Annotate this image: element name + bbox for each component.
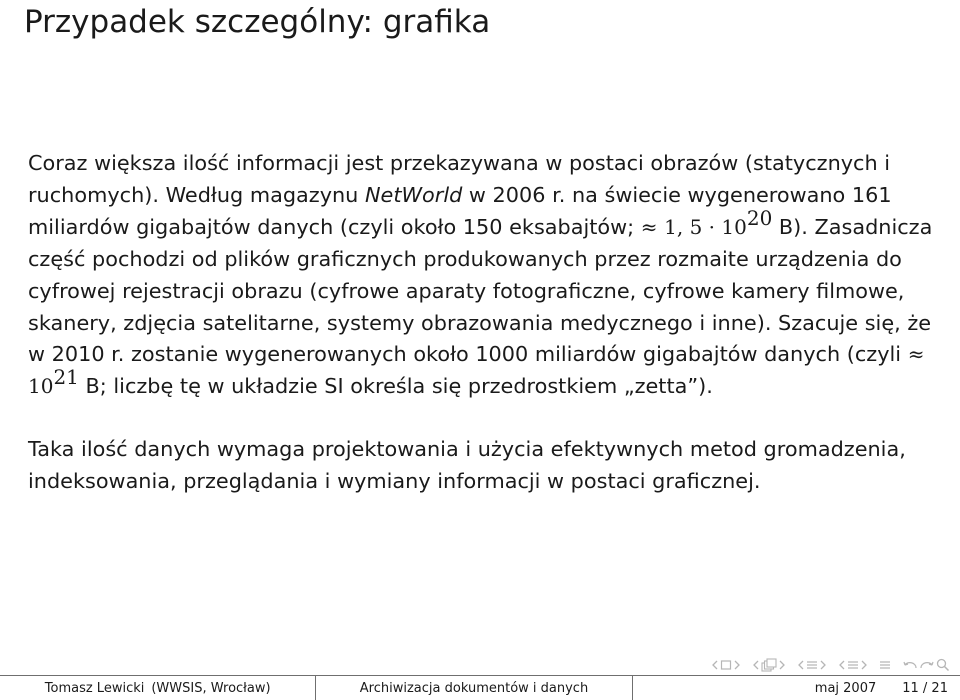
math-exponent-1: 20 — [746, 205, 773, 230]
footer-page-number: 11 / 21 — [902, 680, 948, 696]
arrow-left-icon — [711, 659, 719, 671]
nav-frame[interactable] — [752, 658, 786, 672]
nav-slide[interactable] — [711, 659, 741, 671]
math-approx-2: ≈ — [907, 342, 925, 367]
arrow-left-icon — [797, 659, 805, 671]
math-approx-1: ≈ — [640, 214, 658, 239]
slide-title: Przypadek szczególny: grafika — [24, 4, 491, 40]
back-icon — [902, 659, 918, 671]
paragraph-statistics: Coraz większa ilość informacji jest przekazywana w postaci obrazów (statycznych i ruchomych). Według magazynu NetWorld w 2006 r. na świecie wygenerowano 161 miliardów gigabajtów danych (czyli około 150 eksabajtów; ≈ 1, $5 \cdot 10^{20}$ B). Zasadnicza część pochodzi od plików graficznych produkowanych przez rozmaite urządzenia do cyfrowej rejestracji obrazu (cyfrowe aparaty fotograficzne, cyfrowe kamery filmowe, skanery, zdjęcia satelitarne, systemy obrazowania medycznego i inne). Szacuje się, że w 2010 r. zostanie wygenerowanych około 1000 miliardów gigabajtów danych (czyli ≈ $10^{21}$ B; liczbę tę w układzie SI określa się przedrostkiem „zetta”). — [28, 151, 933, 399]
forward-icon — [919, 659, 935, 671]
document-icon — [879, 659, 891, 671]
slide-body — [28, 148, 933, 498]
math-value-2: 10 — [28, 374, 54, 399]
footer-date: maj 2007 — [814, 680, 877, 696]
math-exponent-2: 21 — [53, 365, 79, 390]
footer-affiliation: (WWSIS, Wrocław) — [151, 680, 271, 696]
footer-title-box — [316, 676, 632, 700]
arrow-right-icon — [733, 659, 741, 671]
math-value-1: 1, 5 · 10 — [664, 214, 747, 239]
footer-author-box — [0, 676, 316, 700]
arrow-left-icon — [838, 659, 846, 671]
arrow-right-icon — [860, 659, 868, 671]
subsection-icon — [806, 659, 818, 671]
slide-icon — [720, 659, 732, 671]
section-icon — [847, 659, 859, 671]
footer-doc-title: Archiwizacja dokumentów i danych — [359, 680, 589, 696]
arrow-right-icon — [819, 659, 827, 671]
footline — [0, 675, 960, 700]
arrow-right-icon — [778, 659, 786, 671]
footer-author: Tomasz Lewicki — [44, 680, 145, 696]
search-icon — [936, 658, 950, 672]
paragraph-conclusion: Taka ilość danych wymaga projektowania i użycia efektywnych metod gromadzenia, indeksowania, przeglądania i wymiany informacji w postaci graficznej. — [28, 437, 906, 494]
nav-search[interactable] — [902, 658, 950, 672]
nav-document[interactable] — [879, 659, 891, 671]
frame-icon — [761, 658, 777, 672]
nav-section[interactable] — [838, 659, 868, 671]
arrow-left-icon — [752, 659, 760, 671]
nav-subsection[interactable] — [797, 659, 827, 671]
footer-date-box — [633, 676, 960, 700]
magazine-name: NetWorld — [364, 182, 463, 207]
beamer-navigation — [711, 655, 950, 675]
